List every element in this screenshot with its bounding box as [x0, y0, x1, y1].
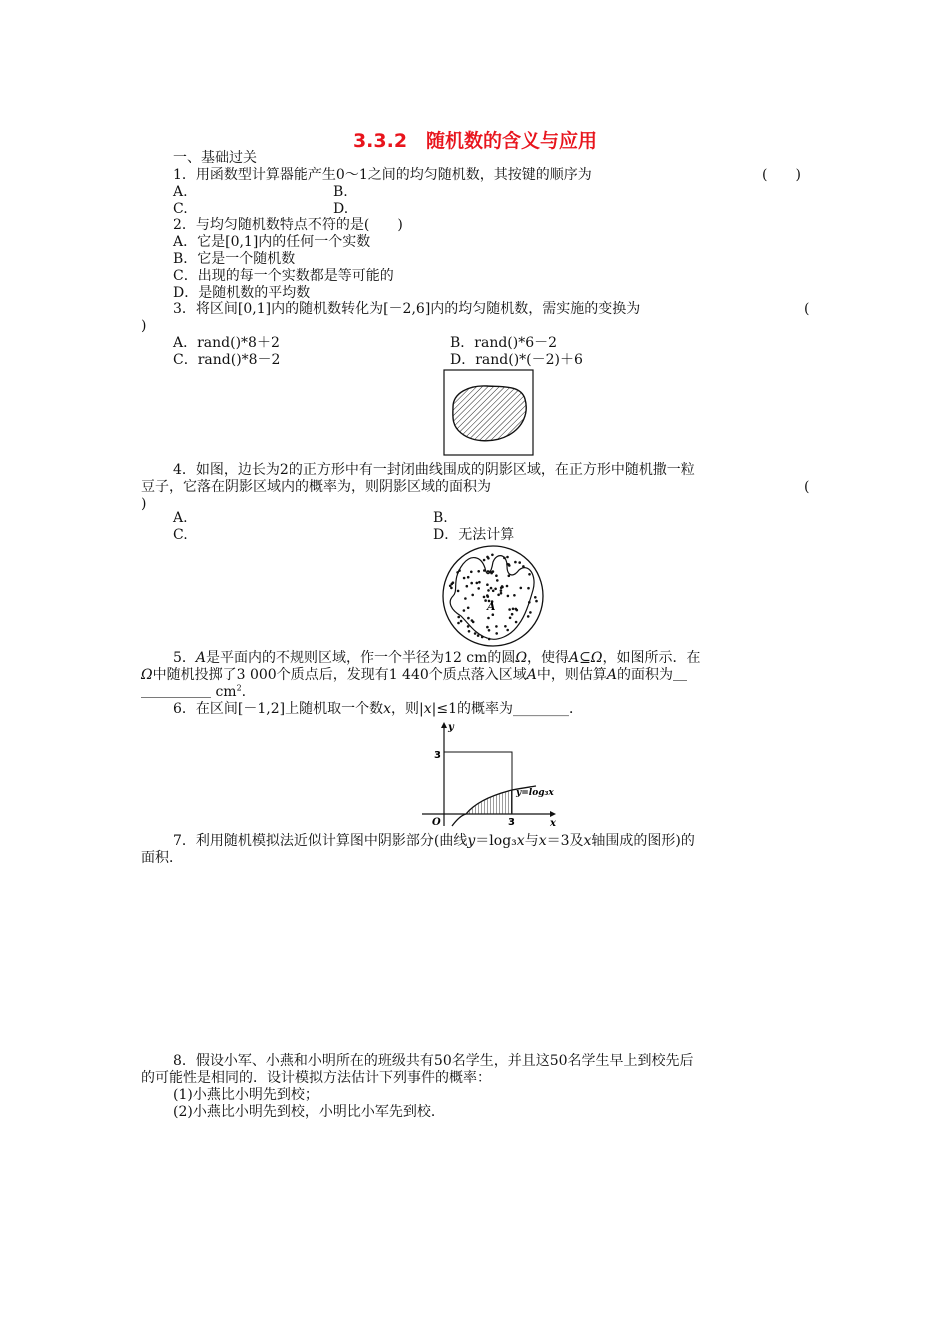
scatter-dot — [483, 596, 486, 599]
scatter-dot — [513, 594, 516, 597]
q8-sub1: (1)小燕比小明先到校； — [173, 1087, 319, 1103]
scatter-dot — [457, 622, 460, 625]
circle-region-figure — [441, 544, 545, 648]
section-heading: 一、基础过关 — [173, 150, 257, 166]
scatter-dot — [467, 607, 470, 610]
y-tick-3: 3 — [434, 750, 441, 761]
scatter-dot — [511, 613, 514, 616]
scatter-dot — [492, 590, 495, 593]
q8-sub2: (2)小燕比小明先到校，小明比小军先到校． — [173, 1104, 445, 1120]
q1-answer-paren: ( ) — [762, 167, 801, 183]
scatter-dot — [535, 600, 538, 603]
scatter-dot — [471, 619, 474, 622]
q2-option-b: B．它是一个随机数 — [173, 251, 296, 267]
scatter-dot — [500, 592, 503, 595]
scatter-dot — [486, 556, 489, 559]
scatter-dot — [463, 609, 466, 612]
scatter-dot — [477, 570, 480, 573]
scatter-dot — [515, 608, 518, 611]
scatter-dot — [477, 587, 480, 590]
q3-option-a: A．rand()*8＋2 — [173, 335, 280, 351]
scatter-dot — [534, 596, 537, 599]
scatter-dot — [506, 585, 509, 588]
x-tick-3: 3 — [508, 817, 515, 828]
q4-option-b: B. — [433, 510, 448, 526]
scatter-dot — [507, 595, 510, 598]
q4-line1: 4．如图，边长为2的正方形中有一封闭曲线围成的阴影区域，在正方形中随机撒一粒 — [173, 462, 695, 478]
scatter-dot — [467, 625, 470, 628]
q3-option-c: C．rand()*8－2 — [173, 352, 281, 368]
q4-option-c: C. — [173, 527, 188, 543]
y-axis-label: y — [448, 722, 454, 733]
scatter-dot — [495, 625, 498, 628]
q8-line2: 的可能性是相同的．设计模拟方法估计下列事件的概率： — [141, 1070, 491, 1086]
q3-paren-close: ) — [141, 318, 147, 334]
q4-line2: 豆子，它落在阴影区域内的概率为，则阴影区域的面积为 — [141, 479, 491, 495]
scatter-dot — [522, 565, 525, 568]
q4-option-d: D．无法计算 — [433, 527, 515, 543]
scatter-dot — [501, 585, 504, 588]
scatter-dot — [483, 559, 486, 562]
scatter-dot — [529, 611, 532, 614]
scatter-dot — [467, 576, 470, 579]
scatter-dot — [527, 587, 530, 590]
log-graph-figure — [418, 718, 568, 828]
scatter-dot — [490, 587, 493, 590]
scatter-dot — [506, 556, 509, 559]
q2-option-c: C．出现的每一个实数都是等可能的 — [173, 268, 394, 284]
scatter-dot — [456, 571, 459, 574]
scatter-dot — [463, 577, 466, 580]
q7-line1: 7．利用随机模拟法近似计算图中阴影部分(曲线y＝log₃x与x＝3及x轴围成的图形)的 — [173, 833, 695, 849]
scatter-dot — [487, 617, 490, 620]
scatter-dot — [500, 589, 503, 592]
scatter-dot — [509, 617, 512, 620]
scatter-dot — [528, 601, 531, 604]
q3-stem: 3．将区间[0,1]内的随机数转化为[－2,6]内的均匀随机数，需实施的变换为 — [173, 301, 641, 317]
scatter-dot — [467, 617, 470, 620]
scatter-dot — [497, 594, 500, 597]
scatter-dot — [506, 629, 509, 632]
q1-stem: 1．用函数型计算器能产生0～1之间的均匀随机数，其按键的顺序为 — [173, 167, 592, 183]
q7-line2: 面积． — [141, 850, 183, 866]
scatter-dot — [486, 583, 489, 586]
scatter-dot — [483, 569, 486, 572]
scatter-dot — [468, 630, 471, 633]
scatter-dot — [486, 626, 489, 629]
origin-label: O — [432, 817, 441, 828]
region-a-label: A — [487, 600, 496, 613]
scatter-dot — [508, 564, 511, 567]
scatter-dot — [496, 579, 499, 582]
scatter-dot — [488, 629, 491, 632]
q1-option-a: A. — [173, 184, 188, 200]
scatter-dot — [449, 585, 452, 588]
scatter-dot — [464, 597, 467, 600]
scatter-dot — [528, 573, 531, 576]
scatter-dot — [458, 569, 461, 572]
scatter-dot — [466, 585, 469, 588]
scatter-dot — [488, 638, 491, 641]
scatter-dot — [491, 554, 494, 557]
q8-line1: 8．假设小军、小燕和小明所在的班级共有50名学生，并且这50名学生早上到校先后 — [173, 1053, 694, 1069]
scatter-dot — [474, 632, 477, 635]
scatter-dot — [457, 616, 460, 619]
scatter-dot — [514, 561, 517, 564]
q4-paren-open: ( — [804, 479, 810, 495]
scatter-dot — [520, 587, 523, 590]
scatter-dot — [477, 634, 480, 637]
q1-option-b: B. — [333, 184, 348, 200]
scatter-dot — [527, 615, 530, 618]
q2-stem: 2．与均匀随机数特点不符的是( ) — [173, 217, 403, 233]
q3-option-b: B．rand()*6－2 — [450, 335, 558, 351]
scatter-dot — [494, 588, 497, 591]
scatter-dot — [460, 620, 463, 623]
scatter-dot — [508, 608, 511, 611]
q1-option-c: C. — [173, 201, 188, 217]
q2-option-a: A．它是[0,1]内的任何一个实数 — [173, 234, 371, 250]
scatter-dot — [478, 581, 481, 584]
scatter-dot — [487, 570, 490, 573]
q6-stem: 6．在区间[－1,2]上随机取一个数x，则|x|≤1的概率为________． — [173, 701, 583, 717]
scatter-dot — [470, 571, 473, 574]
x-axis-label: x — [550, 818, 556, 829]
scatter-dot — [503, 557, 506, 560]
q5-line3: ＿＿＿＿＿ $cm^2$. — [141, 683, 247, 700]
square-blob-figure — [443, 369, 535, 457]
scatter-dot — [518, 561, 521, 564]
q5-line1: 5．A是平面内的不规则区域，作一个半径为12 cm的圆Ω，使得A⊆Ω，如图所示．在 — [173, 650, 701, 666]
scatter-dot — [481, 636, 484, 639]
scatter-dot — [487, 589, 490, 592]
scatter-dot — [486, 594, 489, 597]
q1-option-d: D. — [333, 201, 349, 217]
scatter-dot — [508, 575, 511, 578]
scatter-dot — [515, 621, 518, 624]
scatter-dot — [457, 590, 460, 593]
scatter-dot — [470, 582, 473, 585]
scatter-dot — [504, 625, 507, 628]
q4-option-a: A. — [173, 510, 188, 526]
q2-option-d: D．是随机数的平均数 — [173, 285, 311, 301]
q3-option-d: D．rand()*(－2)＋6 — [450, 352, 583, 368]
scatter-dot — [471, 594, 474, 597]
scatter-dot — [495, 574, 498, 577]
scatter-dot — [490, 572, 493, 575]
scatter-dot — [476, 582, 479, 585]
curve-label: y=log₃x — [516, 788, 554, 798]
q4-paren-close: ) — [141, 496, 147, 512]
scatter-dot — [495, 632, 498, 635]
q5-line2: Ω中随机投掷了3 000个质点后，发现有1 440个质点落入区域A中，则估算A的面积为＿ — [141, 667, 688, 683]
page-title: 3.3.2 随机数的含义与应用 — [352, 130, 598, 152]
scatter-dot — [512, 608, 515, 611]
q3-paren-open: ( — [804, 301, 810, 317]
scatter-dot — [492, 613, 495, 616]
